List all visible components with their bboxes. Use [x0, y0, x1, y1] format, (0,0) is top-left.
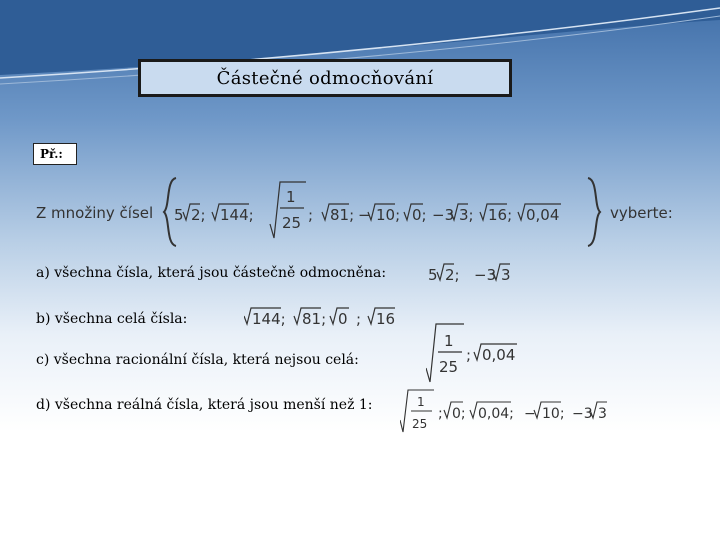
answer-d [400, 388, 630, 436]
svg-text:0,04: 0,04 [482, 346, 516, 364]
question-a: a) všechna čísla, která jsou částečně odmocněna: [36, 265, 387, 281]
svg-text:25: 25 [412, 417, 428, 431]
svg-text:−3: −3 [572, 406, 593, 422]
svg-text:;: ; [466, 346, 472, 364]
right-brace [588, 178, 600, 246]
svg-text:10;: 10; [376, 206, 401, 224]
svg-text:3;: 3; [459, 206, 474, 224]
svg-text:25: 25 [439, 358, 459, 376]
question-d: d) všechna reálná čísla, která jsou menší než 1: [36, 397, 373, 413]
svg-text:3: 3 [598, 406, 607, 422]
answer-a [428, 258, 528, 288]
select-text: vyberte: [610, 204, 673, 222]
example-label: Př.: [33, 143, 77, 165]
svg-text:5: 5 [174, 206, 184, 224]
svg-text:0,04: 0,04 [526, 206, 560, 224]
svg-text:81;: 81; [302, 310, 327, 328]
answer-b [244, 302, 414, 332]
lead-text: Z množiny čísel [36, 204, 154, 222]
svg-text:0,04;: 0,04; [478, 406, 514, 422]
svg-text:1: 1 [417, 395, 425, 409]
svg-text:−3: −3 [474, 266, 497, 284]
svg-text:;: ; [438, 406, 443, 422]
svg-text:2;: 2; [445, 266, 460, 284]
svg-text:144;: 144; [252, 310, 286, 328]
svg-text:16;: 16; [488, 206, 513, 224]
svg-text:3: 3 [501, 266, 511, 284]
svg-text:;: ; [308, 206, 314, 224]
question-b: b) všechna celá čísla: [36, 311, 188, 327]
svg-text:0;: 0; [452, 406, 466, 422]
svg-text:1: 1 [444, 332, 454, 350]
svg-text:2;: 2; [191, 206, 206, 224]
svg-text:−: − [524, 406, 536, 422]
svg-text:−3: −3 [432, 206, 455, 224]
svg-text:0;: 0; [412, 206, 427, 224]
svg-text:;: ; [356, 310, 362, 328]
svg-text:1: 1 [286, 188, 296, 206]
svg-text:144;: 144; [220, 206, 254, 224]
number-set [162, 176, 602, 248]
svg-text:81;: 81; [330, 206, 355, 224]
svg-text:0: 0 [338, 310, 348, 328]
slide-title: Částečné odmocňování [138, 59, 512, 97]
question-c: c) všechna racionální čísla, která nejsou celá: [36, 352, 359, 368]
svg-text:−: − [358, 206, 371, 224]
svg-text:25: 25 [282, 214, 302, 232]
svg-text:16: 16 [376, 310, 396, 328]
answer-c [426, 320, 536, 386]
svg-text:10;: 10; [542, 406, 565, 422]
svg-text:5: 5 [428, 266, 438, 284]
